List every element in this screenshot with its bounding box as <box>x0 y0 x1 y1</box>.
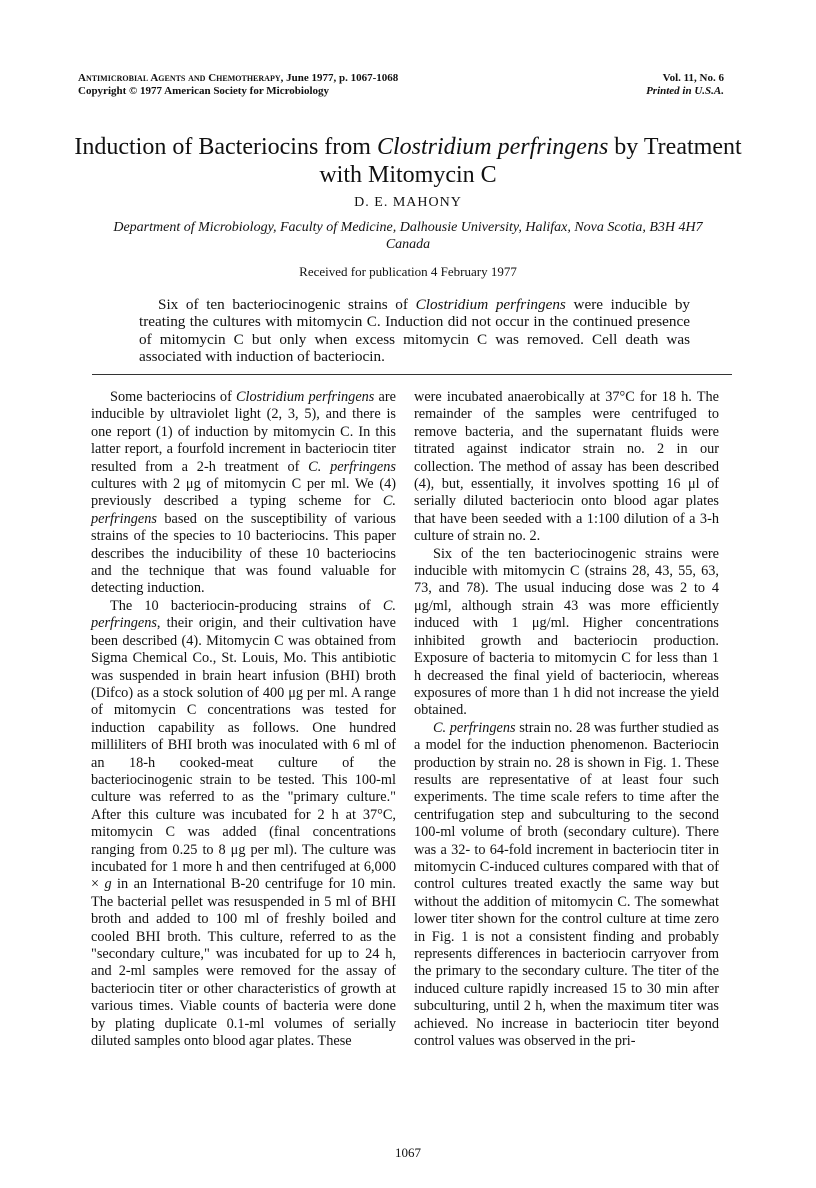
paragraph: C. perfringens strain no. 28 was further studied as a model for the induction phenomenon. Bacteriocin production by strain no. 28 is shown in Fig. 1. These results are representative of at least four such experiments. The time scale refers to time after the centrifugation step and subculturing to the second 100-ml volume of broth (secondary culture). There was a 32- to 64-fold increment in bacteriocin titer in mitomycin C-induced cultures compared with that of control cultures treated exactly the same way but without the addition of mitomycin C. The somewhat lower titer shown for the control culture at time zero in Fig. 1 is not a consistent finding and probably represents differences in bacteriocin carryover from the primary to the secondary culture. The titer of the induced culture rapidly increased 15 to 30 min after subculturing, until 2 h, when the maximum titer was achieved. No increase in bacteriocin titer beyond control values was observed in the pri- <box>414 719 719 1050</box>
article-title: Induction of Bacteriocins from Clostridium perfringens by Treatment with Mitomycin C <box>74 134 742 188</box>
page-number: 1067 <box>395 1145 421 1160</box>
author-affiliation: Department of Microbiology, Faculty of Medicine, Dalhousie University, Halifax, Nova Scotia, B3H 4H7 Canada <box>113 220 703 252</box>
paragraph: The 10 bacteriocin-producing strains of C. perfringens, their origin, and their cultivation have been described (4). Mitomycin C was obtained from Sigma Chemical Co., St. Louis, Mo. This antibiotic was suspended in brain heart infusion (BHI) broth (Difco) as a stock solution of 400 μg per ml. A range of mitomycin C concentrations was tested for induction capability as follows. One hundred milliliters of BHI broth was inoculated with 6 ml of an 18-h cooked-meat culture of the bacteriocinogenic strain to be tested. This 100-ml culture was referred to as the "primary culture." After this culture was incubated for 2 h at 37°C, mitomycin C was added (final concentrations ranging from 0.25 to 8 μg per ml). The culture was incubated for 1 more h and then centrifuged at 6,000 × g in an International B-20 centrifuge for 10 min. The bacterial pellet was resuspended in 5 ml of BHI broth and added to 100 ml of freshly boiled and cooled BHI broth. This culture, referred to as the "secondary culture," was incubated for up to 24 h, and 2-ml samples were removed for the assay of bacteriocin titer or other characteristics of growth at various times. Viable counts of bacteria were done by plating duplicate 0.1-ml volumes of serially diluted samples onto blood agar plates. These <box>91 597 396 1050</box>
section-divider <box>92 374 732 375</box>
body-column-left <box>91 389 396 1050</box>
author-name: D. E. MAHONY <box>354 195 462 210</box>
running-header-right <box>646 72 724 98</box>
printed-location: Printed in U.S.A. <box>646 85 724 97</box>
journal-name: Antimicrobial Agents and Chemotherapy <box>78 72 281 84</box>
running-header-left <box>78 72 548 98</box>
journal-citation: , June 1977, p. 1067-1068 <box>280 72 399 84</box>
paragraph: Some bacteriocins of Clostridium perfringens are inducible by ultraviolet light (2, 3, 5), and there is one report (1) of induction by mitomycin C. In this latter report, a fourfold increment in bacteriocin titer resulted from a 2-h treatment of C. perfringens cultures with 2 μg of mitomycin C per ml. We (4) previously described a typing scheme for C. perfringens based on the susceptibility of various strains of the species to 10 bacteriocins. This paper describes the inducibility of these 10 bacteriocins and the technique that was found valuable for detecting induction. <box>91 389 396 597</box>
abstract: Six of ten bacteriocinogenic strains of Clostridium perfringens were inducible by treating the cultures with mitomycin C. Induction did not occur in the continued presence of mitomycin C but only when excess mitomycin C was removed. Cell death was associated with induction of bacteriocin. <box>139 296 691 365</box>
paragraph: were incubated anaerobically at 37°C for 18 h. The remainder of the samples were centrifuged to remove bacteria, and the supernatant fluids were titrated against indicator strain no. 2 in our collection. The method of assay has been described (4), but, essentially, it involves spotting 16 μl of serially diluted bacteriocin onto blood agar plates that have been seeded with a 1:100 dilution of a 3-h culture of strain no. 2. <box>414 389 719 545</box>
received-date: Received for publication 4 February 1977 <box>299 264 517 279</box>
paragraph: Six of the ten bacteriocinogenic strains were inducible with mitomycin C (strains 28, 43, 55, 63, 73, and 78). The usual inducing dose was 2 to 4 μg/ml, although strain 43 was more efficiently induced with 1 μg/ml. Higher concentrations inhibited growth and bacteriocin production. Exposure of bacteria to mitomycin C for less than 1 h decreased the final yield of bacteriocin, whereas exposures of more than 1 h did not increase the yield obtained. <box>414 545 719 719</box>
volume-info: Vol. 11, No. 6 <box>662 72 724 84</box>
copyright-line: Copyright © 1977 American Society for Microbiology <box>78 85 330 97</box>
body-column-right <box>414 389 719 1050</box>
